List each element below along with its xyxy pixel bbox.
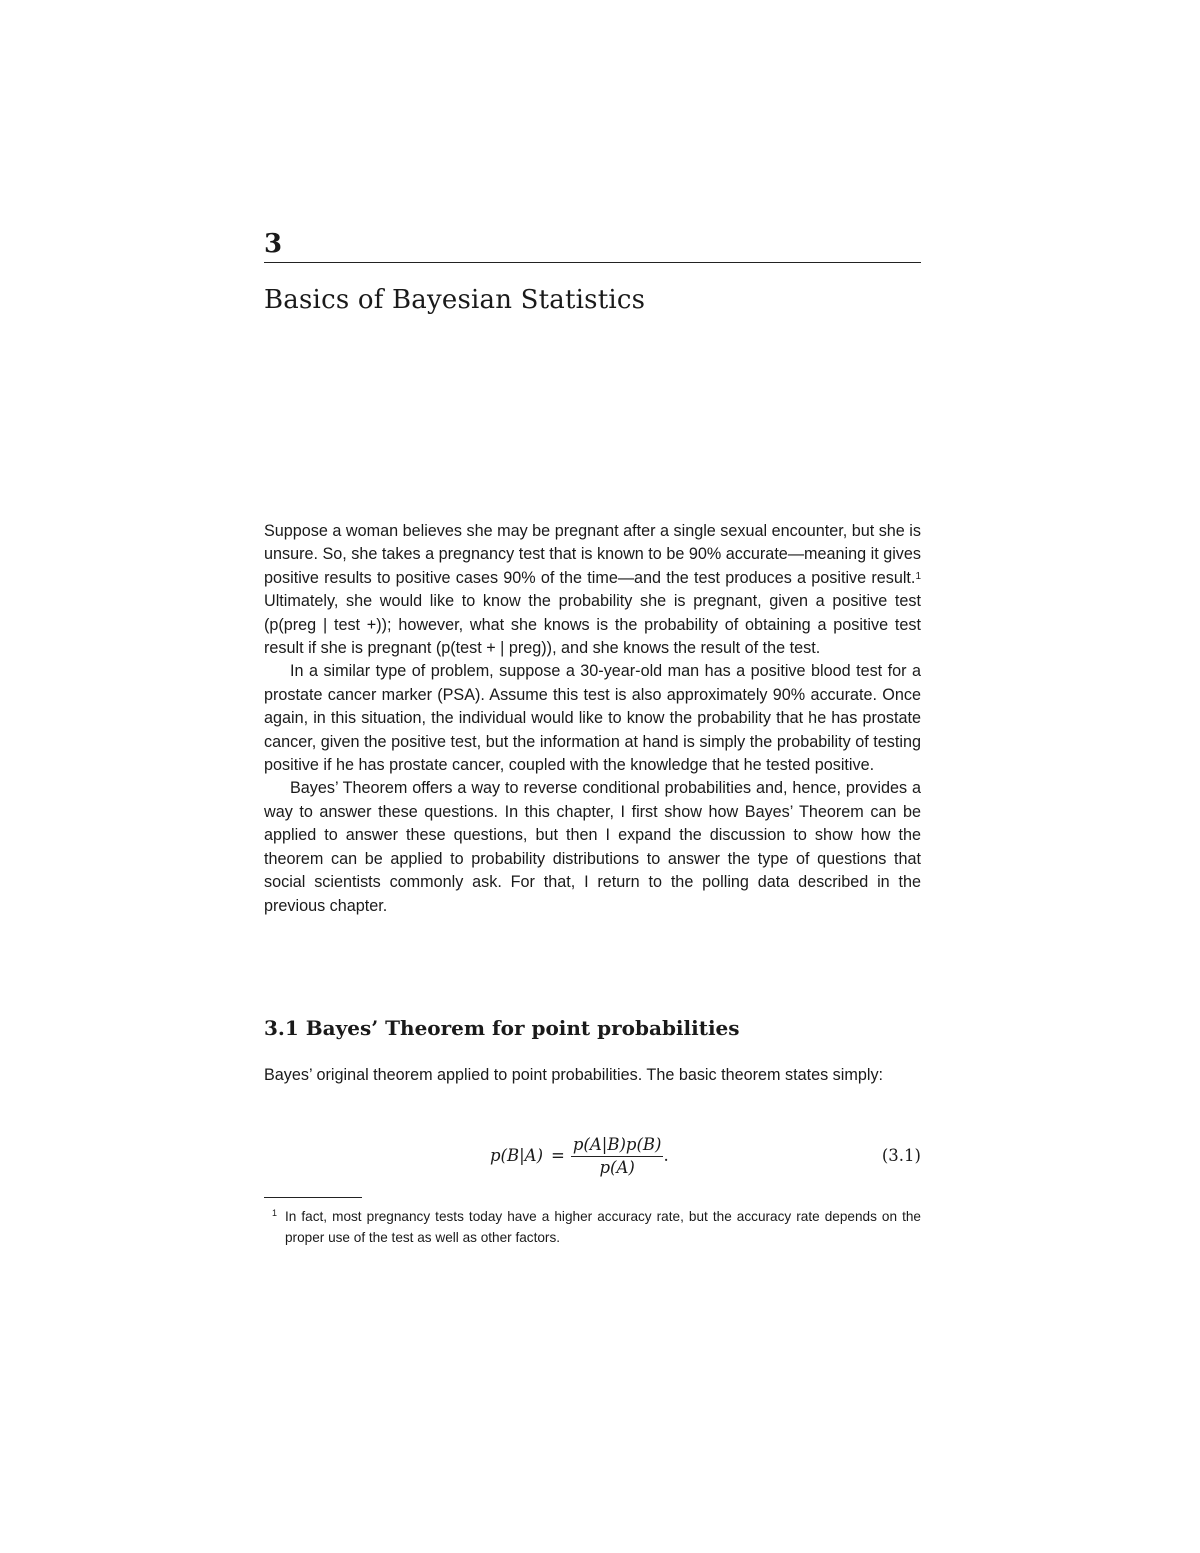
paragraph-1-text-cont: Ultimately, she would like to know the probability she is pregnant, given a positive test (p(preg | test +)); however, what she knows is the probability of obtaining a positive test result if she is pregnant (p(test + | preg)), and she knows the result of the test. bbox=[264, 592, 921, 658]
equation-bayes-theorem bbox=[264, 1128, 921, 1184]
section-intro-paragraph: Bayes’ original theorem applied to point probabilities. The basic theorem states simply: bbox=[264, 1066, 884, 1084]
chapter-title: Basics of Bayesian Statistics bbox=[264, 285, 646, 315]
paragraph-2: In a similar type of problem, suppose a 30-year-old man has a positive blood test for a prostate cancer marker (PSA). Assume this test is also approximately 90% accurate. Once again, in this situation, the individual would like to know the probability that he has prostate cancer, given the positive test, but the information at hand is simply the probability of testing positive if he has prostate cancer, coupled with the knowledge that he tested positive. bbox=[264, 662, 921, 775]
paragraph-3: Bayes’ Theorem offers a way to reverse conditional probabilities and, hence, provides a way to answer these questions. In this chapter, I first show how Bayes’ Theorem can be applied to answer these questions, but then I expand the discussion to show how the theorem can be applied to probability distributions to answer the type of questions that social scientists commonly ask. For that, I return to the polling data described in the previous chapter. bbox=[264, 779, 921, 915]
chapter-intro bbox=[264, 520, 921, 918]
footnote-rule bbox=[264, 1197, 362, 1198]
section-intro bbox=[264, 1064, 921, 1087]
paragraph-1 bbox=[264, 520, 921, 660]
equation-period: . bbox=[663, 1146, 669, 1165]
equation-equals: = bbox=[551, 1146, 565, 1165]
equation-denominator: p(A) bbox=[599, 1157, 635, 1177]
equation-number: (3.1) bbox=[881, 1146, 921, 1165]
paragraph-1-text: Suppose a woman believes she may be pregnant after a single sexual encounter, but she is unsure. So, she takes a pregnancy test that is known to be 90% accurate—meaning it gives positive results to positive cases 90% of the time—and the test produces a positive result. bbox=[264, 522, 921, 587]
chapter-number: 3 bbox=[264, 229, 283, 259]
equation-fraction bbox=[571, 1134, 664, 1179]
equation-body bbox=[490, 1128, 669, 1184]
footnote-mark: 1 bbox=[272, 1208, 278, 1218]
section-heading: 3.1 Bayes’ Theorem for point probabilities bbox=[264, 1016, 740, 1040]
footnote-text: In fact, most pregnancy tests today have a higher accuracy rate, but the accuracy rate depends on the proper use of the test as well as other factors. bbox=[285, 1209, 921, 1245]
equation-numerator: p(A|B)p(B) bbox=[572, 1134, 662, 1154]
chapter-rule bbox=[264, 262, 921, 263]
footnote bbox=[264, 1206, 921, 1248]
equation-lhs: p(B|A) bbox=[490, 1146, 544, 1165]
book-page bbox=[264, 0, 921, 1553]
footnote-reference[interactable]: 1 bbox=[915, 570, 921, 582]
